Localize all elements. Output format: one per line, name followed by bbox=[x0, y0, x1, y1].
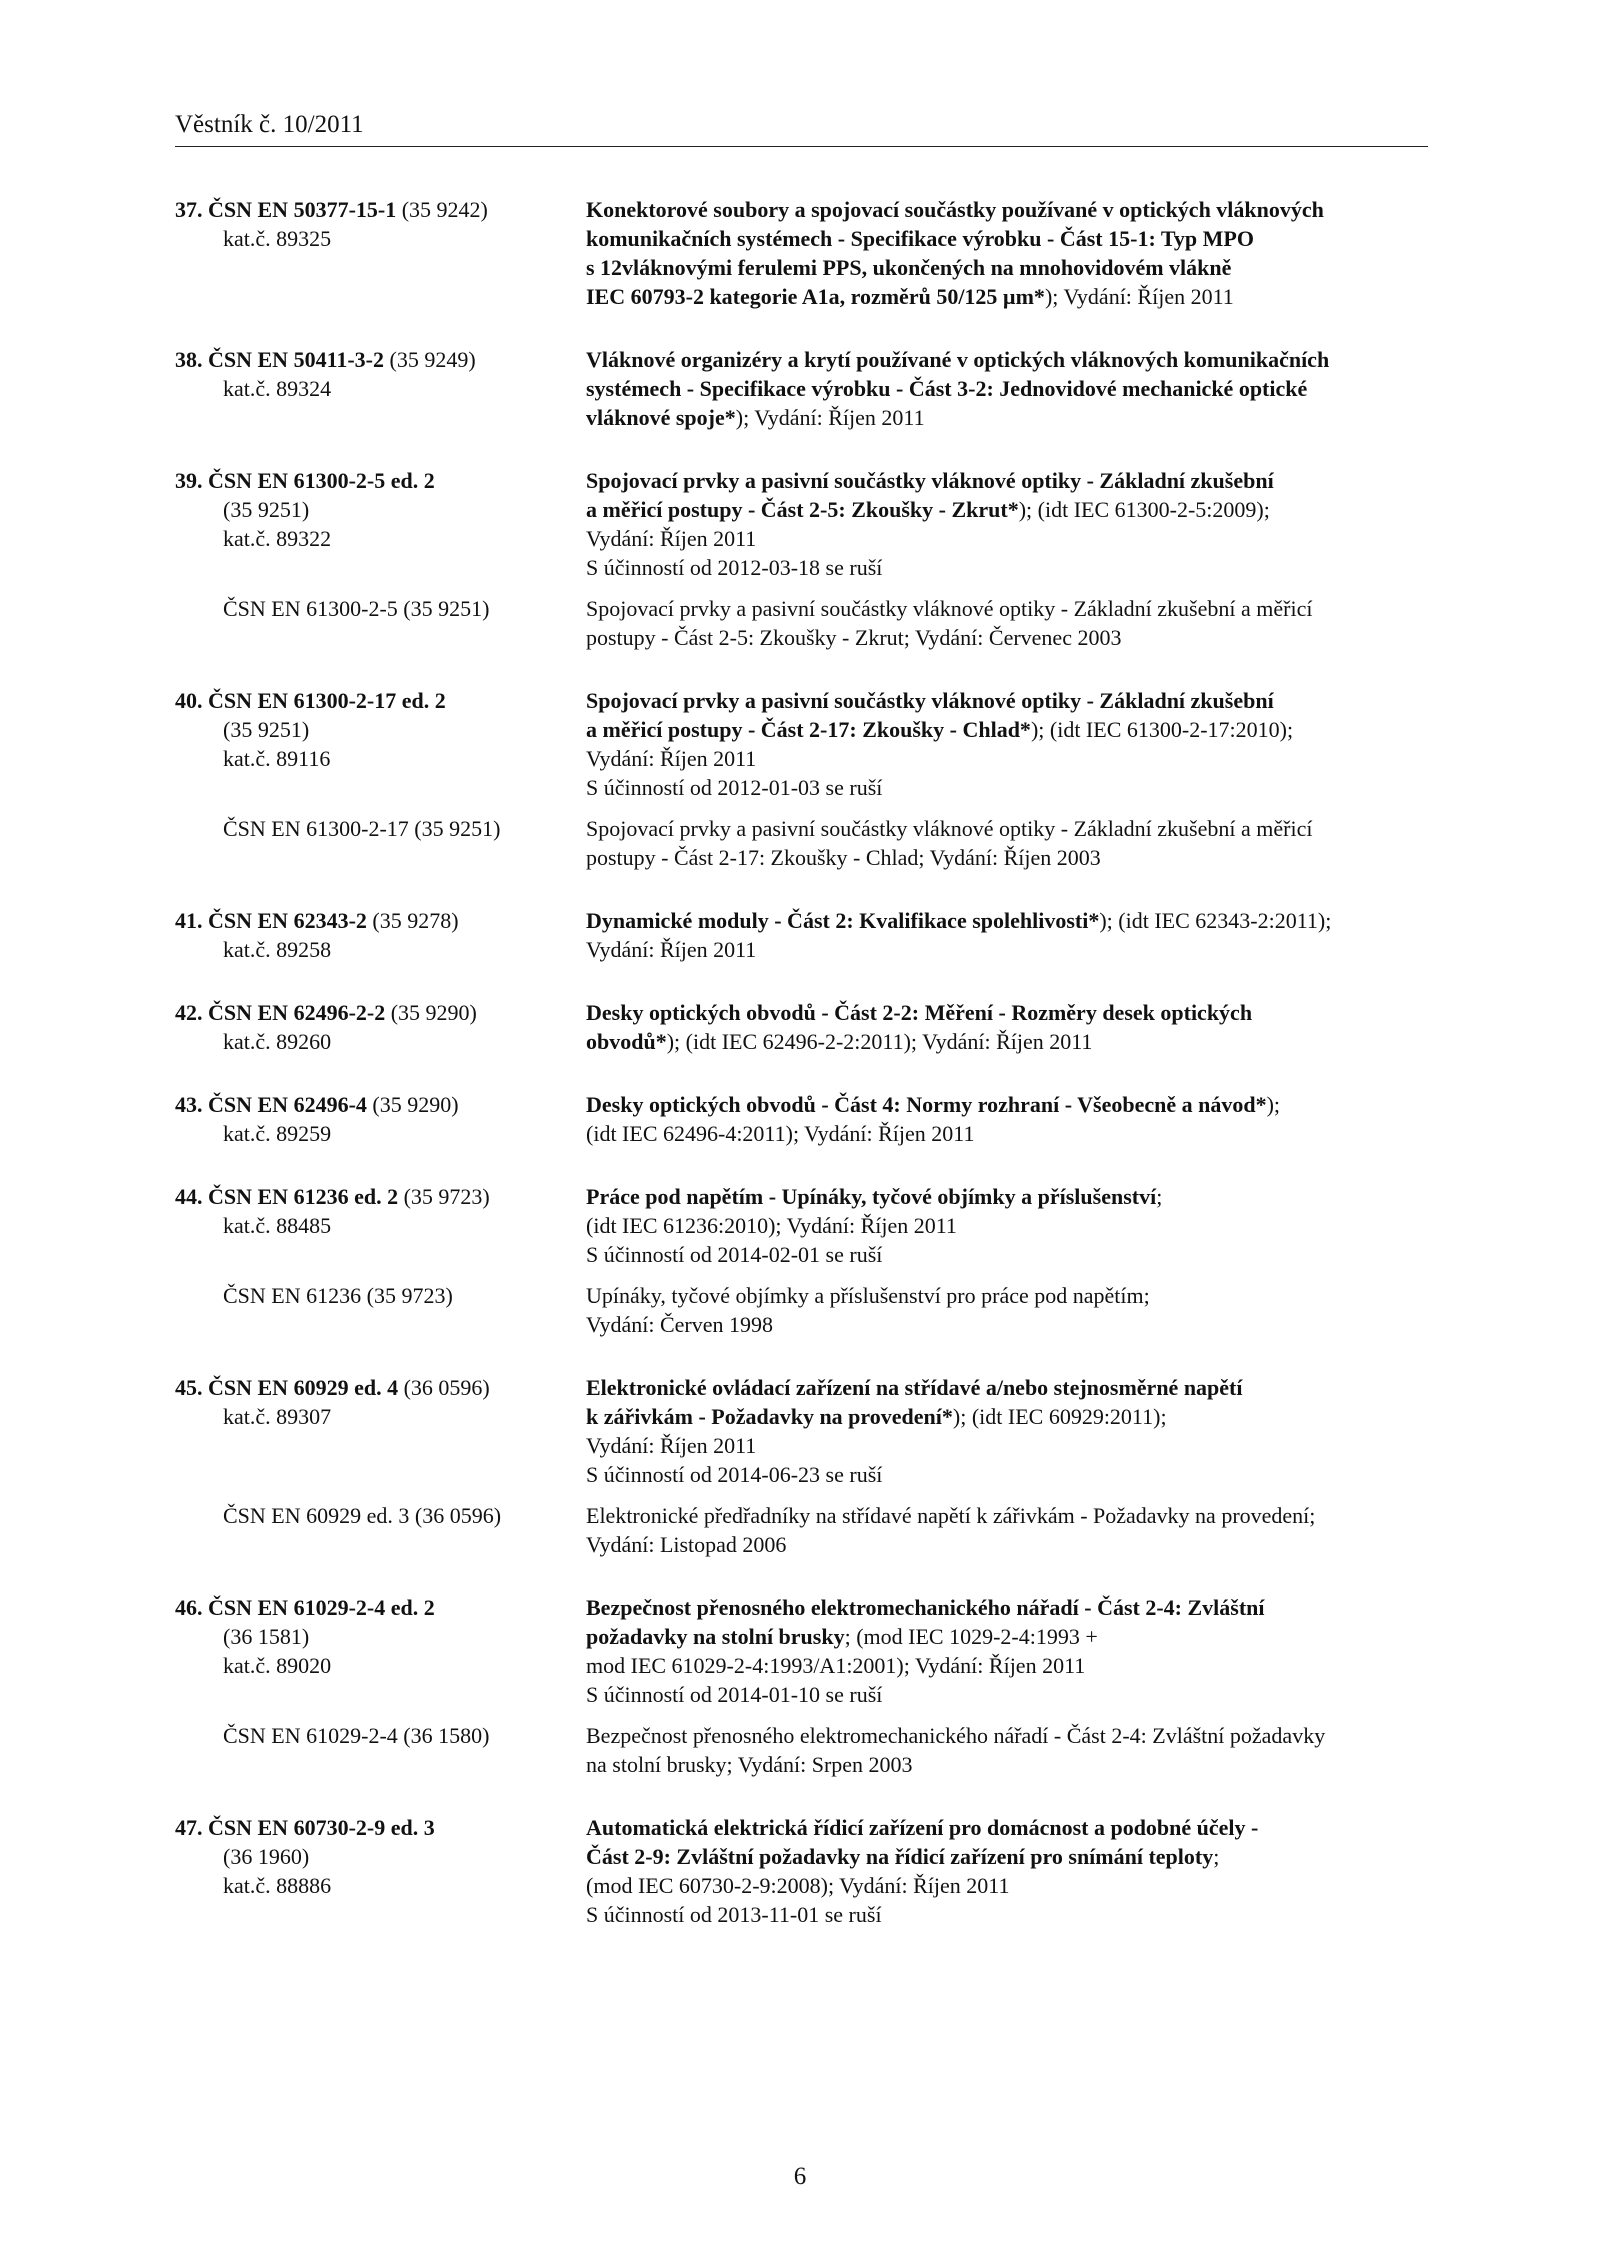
standard-title: Práce pod napětím - Upínáky, tyčové objímky a příslušenství; (idt IEC 61236:2010); Vydání: Říjen 2011 S účinností od 2014-02-01 se ruší bbox=[586, 1182, 1428, 1269]
standard-entry-40 bbox=[175, 686, 1428, 872]
standard-entry-46 bbox=[175, 1593, 1428, 1779]
catalog-number: kat.č. 89307 bbox=[223, 1404, 332, 1429]
withdrawal-note: S účinností od 2013-11-01 se ruší bbox=[586, 1902, 882, 1927]
replaced-standard: ČSN EN 61236 (35 9723) Upínáky, tyčové objímky a příslušenství pro práce pod napětím; Vydání: Červen 1998 bbox=[223, 1283, 1150, 1337]
standard-designation: 46. ČSN EN 61029-2-4 ed. 2 (36 1581) kat.č. 89020 bbox=[175, 1593, 586, 1709]
standards-list bbox=[175, 195, 1428, 1963]
standard-entry-44 bbox=[175, 1182, 1428, 1339]
standard-entry-42 bbox=[175, 998, 1428, 1056]
standard-designation: 43. ČSN EN 62496-4 (35 9290) kat.č. 89259 bbox=[175, 1090, 586, 1148]
page-number: 6 bbox=[793, 2163, 807, 2190]
standard-designation: 45. ČSN EN 60929 ed. 4 (36 0596) kat.č. 89307 bbox=[175, 1373, 586, 1489]
replaced-standard: ČSN EN 61300-2-5 (35 9251) Spojovací prvky a pasivní součástky vláknové optiky - Základní zkušební a měřicí postupy - Část 2-5: Zkoušky - Zkrut; Vydání: Červenec 2003 bbox=[223, 596, 1313, 650]
standard-title: Spojovací prvky a pasivní součástky vláknové optiky - Základní zkušební a měřicí postupy - Část 2-17: Zkoušky - Chlad*); (idt IEC 61300-2-17:2010); Vydání: Říjen 2011 S účinností od 2012-01-03 se ruší bbox=[586, 686, 1428, 802]
catalog-number: kat.č. 89259 bbox=[223, 1121, 332, 1146]
withdrawal-note: S účinností od 2012-01-03 se ruší bbox=[586, 775, 883, 800]
catalog-number: kat.č. 89260 bbox=[223, 1029, 332, 1054]
standard-designation: 44. ČSN EN 61236 ed. 2 (35 9723) kat.č. 88485 bbox=[175, 1182, 586, 1269]
standard-designation: 41. ČSN EN 62343-2 (35 9278) kat.č. 89258 bbox=[175, 906, 586, 964]
standard-title: Spojovací prvky a pasivní součástky vláknové optiky - Základní zkušební a měřicí postupy - Část 2-5: Zkoušky - Zkrut*); (idt IEC 61300-2-5:2009); Vydání: Říjen 2011 S účinností od 2012-03-18 se ruší bbox=[586, 466, 1428, 582]
replaced-standard: ČSN EN 61300-2-17 (35 9251) Spojovací prvky a pasivní součástky vláknové optiky - Základní zkušební a měřicí postupy - Část 2-17: Zkoušky - Chlad; Vydání: Říjen 2003 bbox=[223, 816, 1313, 870]
page-header bbox=[175, 110, 1428, 147]
standard-title: Elektronické ovládací zařízení na střídavé a/nebo stejnosměrné napětí k zářivkám - Požadavky na provedení*); (idt IEC 60929:2011); Vydání: Říjen 2011 S účinností od 2014-06-23 se ruší bbox=[586, 1373, 1428, 1489]
withdrawal-note: S účinností od 2012-03-18 se ruší bbox=[586, 555, 883, 580]
standard-designation: 39. ČSN EN 61300-2-5 ed. 2 (35 9251) kat.č. 89322 bbox=[175, 466, 586, 582]
catalog-number: kat.č. 89324 bbox=[223, 376, 332, 401]
standard-entry-45 bbox=[175, 1373, 1428, 1559]
standard-title: Desky optických obvodů - Část 4: Normy rozhraní - Všeobecně a návod*); (idt IEC 62496-4:2011); Vydání: Říjen 2011 bbox=[586, 1092, 1281, 1146]
standard-entry-37 bbox=[175, 195, 1428, 311]
catalog-number: kat.č. 89325 bbox=[223, 226, 332, 251]
standard-entry-38 bbox=[175, 345, 1428, 432]
standard-title: Dynamické moduly - Část 2: Kvalifikace spolehlivosti*); (idt IEC 62343-2:2011); Vydání: Říjen 2011 bbox=[586, 908, 1332, 962]
standard-entry-43 bbox=[175, 1090, 1428, 1148]
journal-title: Věstník č. 10/2011 bbox=[175, 111, 364, 138]
standard-designation: 42. ČSN EN 62496-2-2 (35 9290) kat.č. 89260 bbox=[175, 998, 586, 1056]
withdrawal-note: S účinností od 2014-02-01 se ruší bbox=[586, 1242, 883, 1267]
catalog-number: kat.č. 89258 bbox=[223, 937, 332, 962]
standard-entry-41 bbox=[175, 906, 1428, 964]
standard-title: Vláknové organizéry a krytí používané v optických vláknových komunikačních systémech - Specifikace výrobku - Část 3-2: Jednovidové mechanické optické vláknové spoje*); Vydání: Říjen 2011 bbox=[586, 347, 1330, 430]
standard-title: Konektorové soubory a spojovací součástky používané v optických vláknových komunikačních systémech - Specifikace výrobku - Část 15-1: Typ MPO s 12vláknovými ferulemi PPS, ukončených na mnohovidovém vlákně IEC 60793-2 kategorie A1a, rozměrů 50/125 µm*); Vydání: Říjen 2011 bbox=[586, 197, 1324, 309]
standard-designation: 40. ČSN EN 61300-2-17 ed. 2 (35 9251) kat.č. 89116 bbox=[175, 686, 586, 802]
withdrawal-note: S účinností od 2014-01-10 se ruší bbox=[586, 1682, 883, 1707]
standard-title: Bezpečnost přenosného elektromechanického nářadí - Část 2-4: Zvláštní požadavky na stolní brusky; (mod IEC 1029-2-4:1993 + mod IEC 61029-2-4:1993/A1:2001); Vydání: Říjen 2011 S účinností od 2014-01-10 se ruší bbox=[586, 1593, 1428, 1709]
standard-title: Desky optických obvodů - Část 2-2: Měření - Rozměry desek optických obvodů*); (idt IEC 62496-2-2:2011); Vydání: Říjen 2011 bbox=[586, 1000, 1253, 1054]
replaced-standard: ČSN EN 60929 ed. 3 (36 0596) Elektronické předřadníky na střídavé napětí k zářivkám - Požadavky na provedení; Vydání: Listopad 2006 bbox=[223, 1503, 1316, 1557]
withdrawal-note: S účinností od 2014-06-23 se ruší bbox=[586, 1462, 883, 1487]
standard-title: Automatická elektrická řídicí zařízení pro domácnost a podobné účely - Část 2-9: Zvláštní požadavky na řídicí zařízení pro snímání teploty; (mod IEC 60730-2-9:2008); Vydání: Říjen 2011 S účinností od 2013-11-01 se ruší bbox=[586, 1813, 1428, 1929]
catalog-number: kat.č. 89020 bbox=[223, 1653, 332, 1678]
standard-entry-39 bbox=[175, 466, 1428, 652]
standard-entry-47 bbox=[175, 1813, 1428, 1929]
catalog-number: kat.č. 89322 bbox=[223, 526, 332, 551]
catalog-number: kat.č. 89116 bbox=[223, 746, 331, 771]
standard-designation: 38. ČSN EN 50411-3-2 (35 9249) kat.č. 89324 bbox=[175, 345, 586, 432]
catalog-number: kat.č. 88886 bbox=[223, 1873, 332, 1898]
catalog-number: kat.č. 88485 bbox=[223, 1213, 332, 1238]
standard-designation: 47. ČSN EN 60730-2-9 ed. 3 (36 1960) kat.č. 88886 bbox=[175, 1813, 586, 1929]
replaced-standard: ČSN EN 61029-2-4 (36 1580) Bezpečnost přenosného elektromechanického nářadí - Část 2-4: Zvláštní požadavky na stolní brusky; Vydání: Srpen 2003 bbox=[223, 1723, 1326, 1777]
standard-designation: 37. ČSN EN 50377-15-1 (35 9242) kat.č. 89325 bbox=[175, 195, 586, 311]
